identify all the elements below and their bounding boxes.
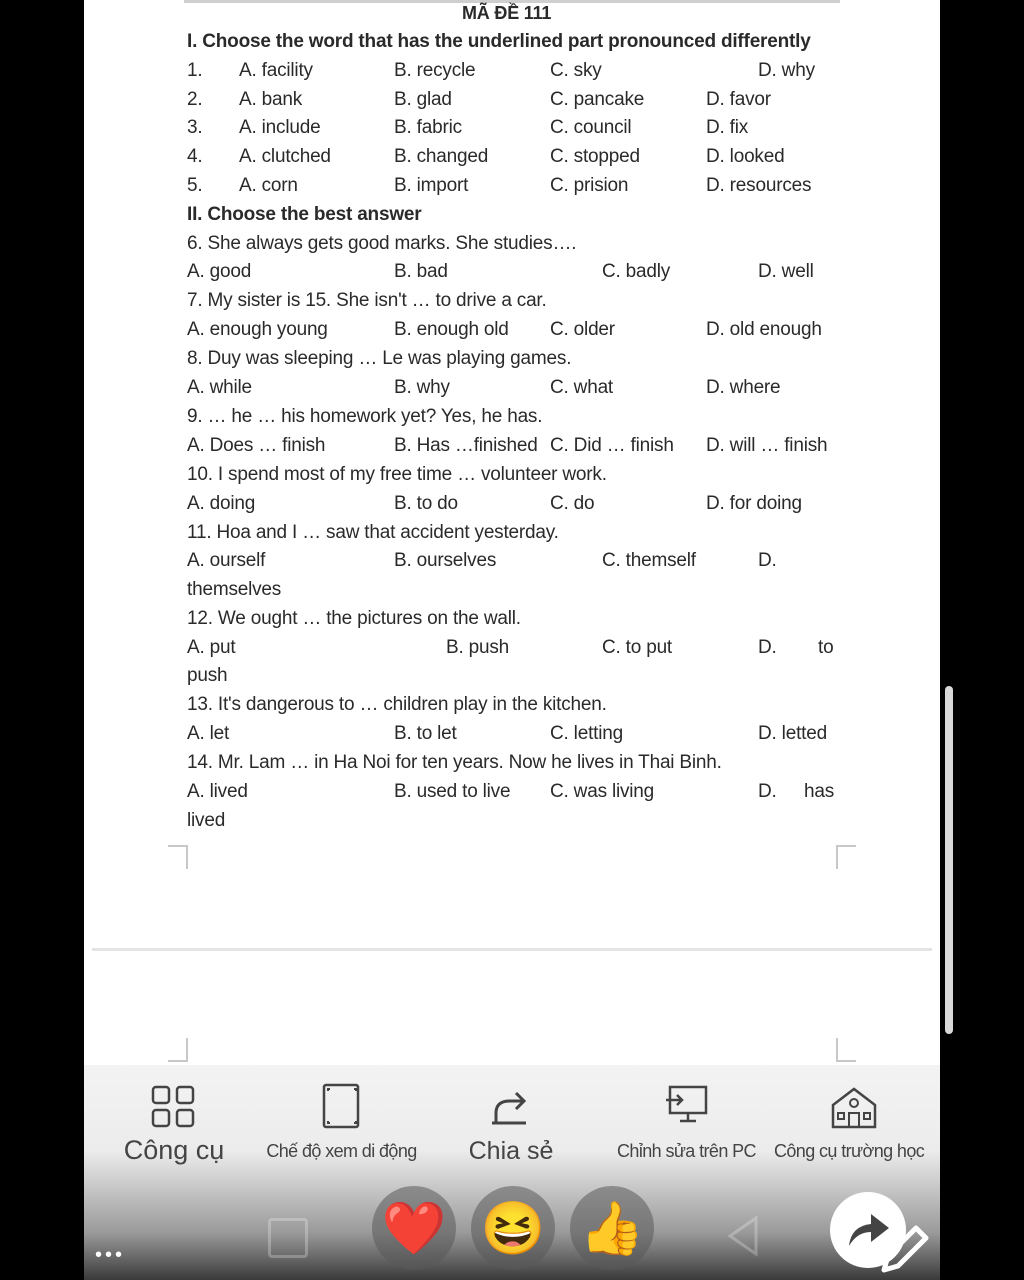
q5-option-d: D. resources — [706, 175, 812, 196]
q6-option-c: C. badly — [602, 261, 671, 282]
page-corner-mark — [836, 1038, 856, 1062]
q2-option-a: A. bank — [239, 89, 303, 110]
q5-option-a: A. corn — [239, 175, 298, 196]
q10-option-d: D. for doing — [706, 493, 802, 514]
section2-title: II. Choose the best answer — [187, 204, 422, 225]
heart-icon: ❤️ — [381, 1199, 447, 1258]
q11-option-a: A. ourself — [187, 550, 266, 571]
edit-on-pc-button[interactable] — [599, 1083, 774, 1162]
q4-option-b: B. changed — [394, 146, 489, 167]
scrollbar[interactable] — [945, 686, 953, 1034]
q11-option-d: D. — [758, 550, 777, 571]
q12-option-b: B. push — [446, 637, 510, 658]
q10-question: 10. I spend most of my free time … volunteer work. — [187, 464, 607, 485]
reaction-heart-button[interactable] — [372, 1186, 456, 1270]
q6-option-a: A. good — [187, 261, 252, 282]
document-page — [84, 0, 940, 1065]
faint-square-icon — [268, 1218, 308, 1258]
q4-option-a: A. clutched — [239, 146, 331, 167]
q6-option-b: B. bad — [394, 261, 448, 282]
q5-option-b: B. import — [394, 175, 469, 196]
q8-option-b: B. why — [394, 377, 450, 398]
q5-option-c: C. prision — [550, 175, 629, 196]
q6-question: 6. She always gets good marks. She studies…. — [187, 233, 577, 254]
q3-option-a: A. include — [239, 117, 321, 138]
page-corner-mark — [168, 845, 188, 869]
q8-question: 8. Duy was sleeping … Le was playing games. — [187, 348, 572, 369]
q14-option-b: B. used to live — [394, 781, 511, 802]
q4-option-d: D. looked — [706, 146, 785, 167]
edit-on-pc-icon — [662, 1083, 712, 1131]
q3-option-d: D. fix — [706, 117, 749, 138]
pencil-icon[interactable] — [876, 1222, 932, 1278]
q1-option-b: B. recycle — [394, 60, 476, 81]
mobile-view-button[interactable] — [249, 1083, 434, 1162]
q4-option-c: C. stopped — [550, 146, 640, 167]
q7-option-d: D. old enough — [706, 319, 822, 340]
q3-option-b: B. fabric — [394, 117, 462, 138]
school-tools-button[interactable] — [774, 1083, 940, 1162]
q14-option-a: A. lived — [187, 781, 248, 802]
q12-option-c: C. to put — [602, 637, 673, 658]
q12-question: 12. We ought … the pictures on the wall. — [187, 608, 521, 629]
share-icon — [486, 1083, 536, 1131]
mobile-view-label: Chế độ xem di động — [266, 1141, 417, 1161]
q9-option-c: C. Did … finish — [550, 435, 674, 456]
q11-option-c: C. themself — [602, 550, 696, 571]
page-corner-mark — [168, 1038, 188, 1062]
q1-option-c: C. sky — [550, 60, 602, 81]
q5-number: 5. — [187, 175, 203, 196]
q10-option-b: B. to do — [394, 493, 458, 514]
q7-option-b: B. enough old — [394, 319, 509, 340]
q1-option-a: A. facility — [239, 60, 313, 81]
reaction-laugh-button[interactable] — [471, 1186, 555, 1270]
q10-option-a: A. doing — [187, 493, 256, 514]
q13-option-c: C. letting — [550, 723, 623, 744]
q13-option-b: B. to let — [394, 723, 457, 744]
q8-option-d: D. where — [706, 377, 781, 398]
tools-grid-icon — [149, 1083, 199, 1131]
q12-option-d-word: to — [818, 637, 834, 658]
section1-title: I. Choose the word that has the underlined part pronounced differently — [187, 31, 811, 52]
school-icon — [829, 1083, 879, 1131]
q14-option-d: D. — [758, 781, 777, 802]
q11-option-d-wrap: themselves — [187, 579, 282, 600]
q10-option-c: C. do — [550, 493, 595, 514]
q13-option-a: A. let — [187, 723, 230, 744]
page-break-divider — [92, 948, 932, 951]
q9-option-b: B. Has …finished — [394, 435, 538, 456]
q13-option-d: D. letted — [758, 723, 827, 744]
q13-question: 13. It's dangerous to … children play in the kitchen. — [187, 694, 607, 715]
q9-option-d: D. will … finish — [706, 435, 828, 456]
laugh-icon: 😆 — [480, 1199, 546, 1258]
thumbs-up-icon: 👍 — [579, 1199, 645, 1258]
q14-question: 14. Mr. Lam … in Ha Noi for ten years. Now he lives in Thai Binh. — [187, 752, 722, 773]
q1-number: 1. — [187, 60, 203, 81]
q9-option-a: A. Does … finish — [187, 435, 326, 456]
share-label: Chia sẻ — [468, 1137, 554, 1165]
q7-question: 7. My sister is 15. She isn't … to drive a car. — [187, 290, 547, 311]
q2-option-d: D. favor — [706, 89, 771, 110]
exam-code: MÃ ĐỀ 111 — [462, 3, 552, 23]
q2-option-b: B. glad — [394, 89, 452, 110]
q3-number: 3. — [187, 117, 203, 138]
school-tools-label: Công cụ trường học — [774, 1141, 925, 1161]
faint-back-icon — [722, 1214, 766, 1263]
q14-option-d-wrap: lived — [187, 810, 226, 831]
q14-option-c: C. was living — [550, 781, 655, 802]
q6-option-d: D. well — [758, 261, 814, 282]
q14-option-d-word: has — [804, 781, 835, 802]
q12-option-a: A. put — [187, 637, 236, 658]
q11-option-b: B. ourselves — [394, 550, 497, 571]
q8-option-c: C. what — [550, 377, 614, 398]
q8-option-a: A. while — [187, 377, 252, 398]
q2-number: 2. — [187, 89, 203, 110]
tools-button[interactable] — [114, 1083, 234, 1166]
page-corner-mark — [836, 845, 856, 869]
more-options-button[interactable]: ••• — [95, 1244, 126, 1266]
q9-question: 9. … he … his homework yet? Yes, he has. — [187, 406, 543, 427]
mobile-view-icon — [320, 1083, 364, 1131]
q11-question: 11. Hoa and I … saw that accident yesterday. — [187, 522, 559, 543]
share-button[interactable] — [456, 1083, 566, 1166]
q4-number: 4. — [187, 146, 203, 167]
q12-option-d: D. — [758, 637, 777, 658]
tools-label: Công cụ — [123, 1135, 225, 1165]
q7-option-a: A. enough young — [187, 319, 328, 340]
q12-option-d-wrap: push — [187, 665, 228, 686]
q1-option-d: D. why — [758, 60, 815, 81]
edit-on-pc-label: Chỉnh sửa trên PC — [617, 1141, 756, 1161]
reaction-thumbs-up-button[interactable] — [570, 1186, 654, 1270]
q2-option-c: C. pancake — [550, 89, 645, 110]
q3-option-c: C. council — [550, 117, 632, 138]
q7-option-c: C. older — [550, 319, 615, 340]
